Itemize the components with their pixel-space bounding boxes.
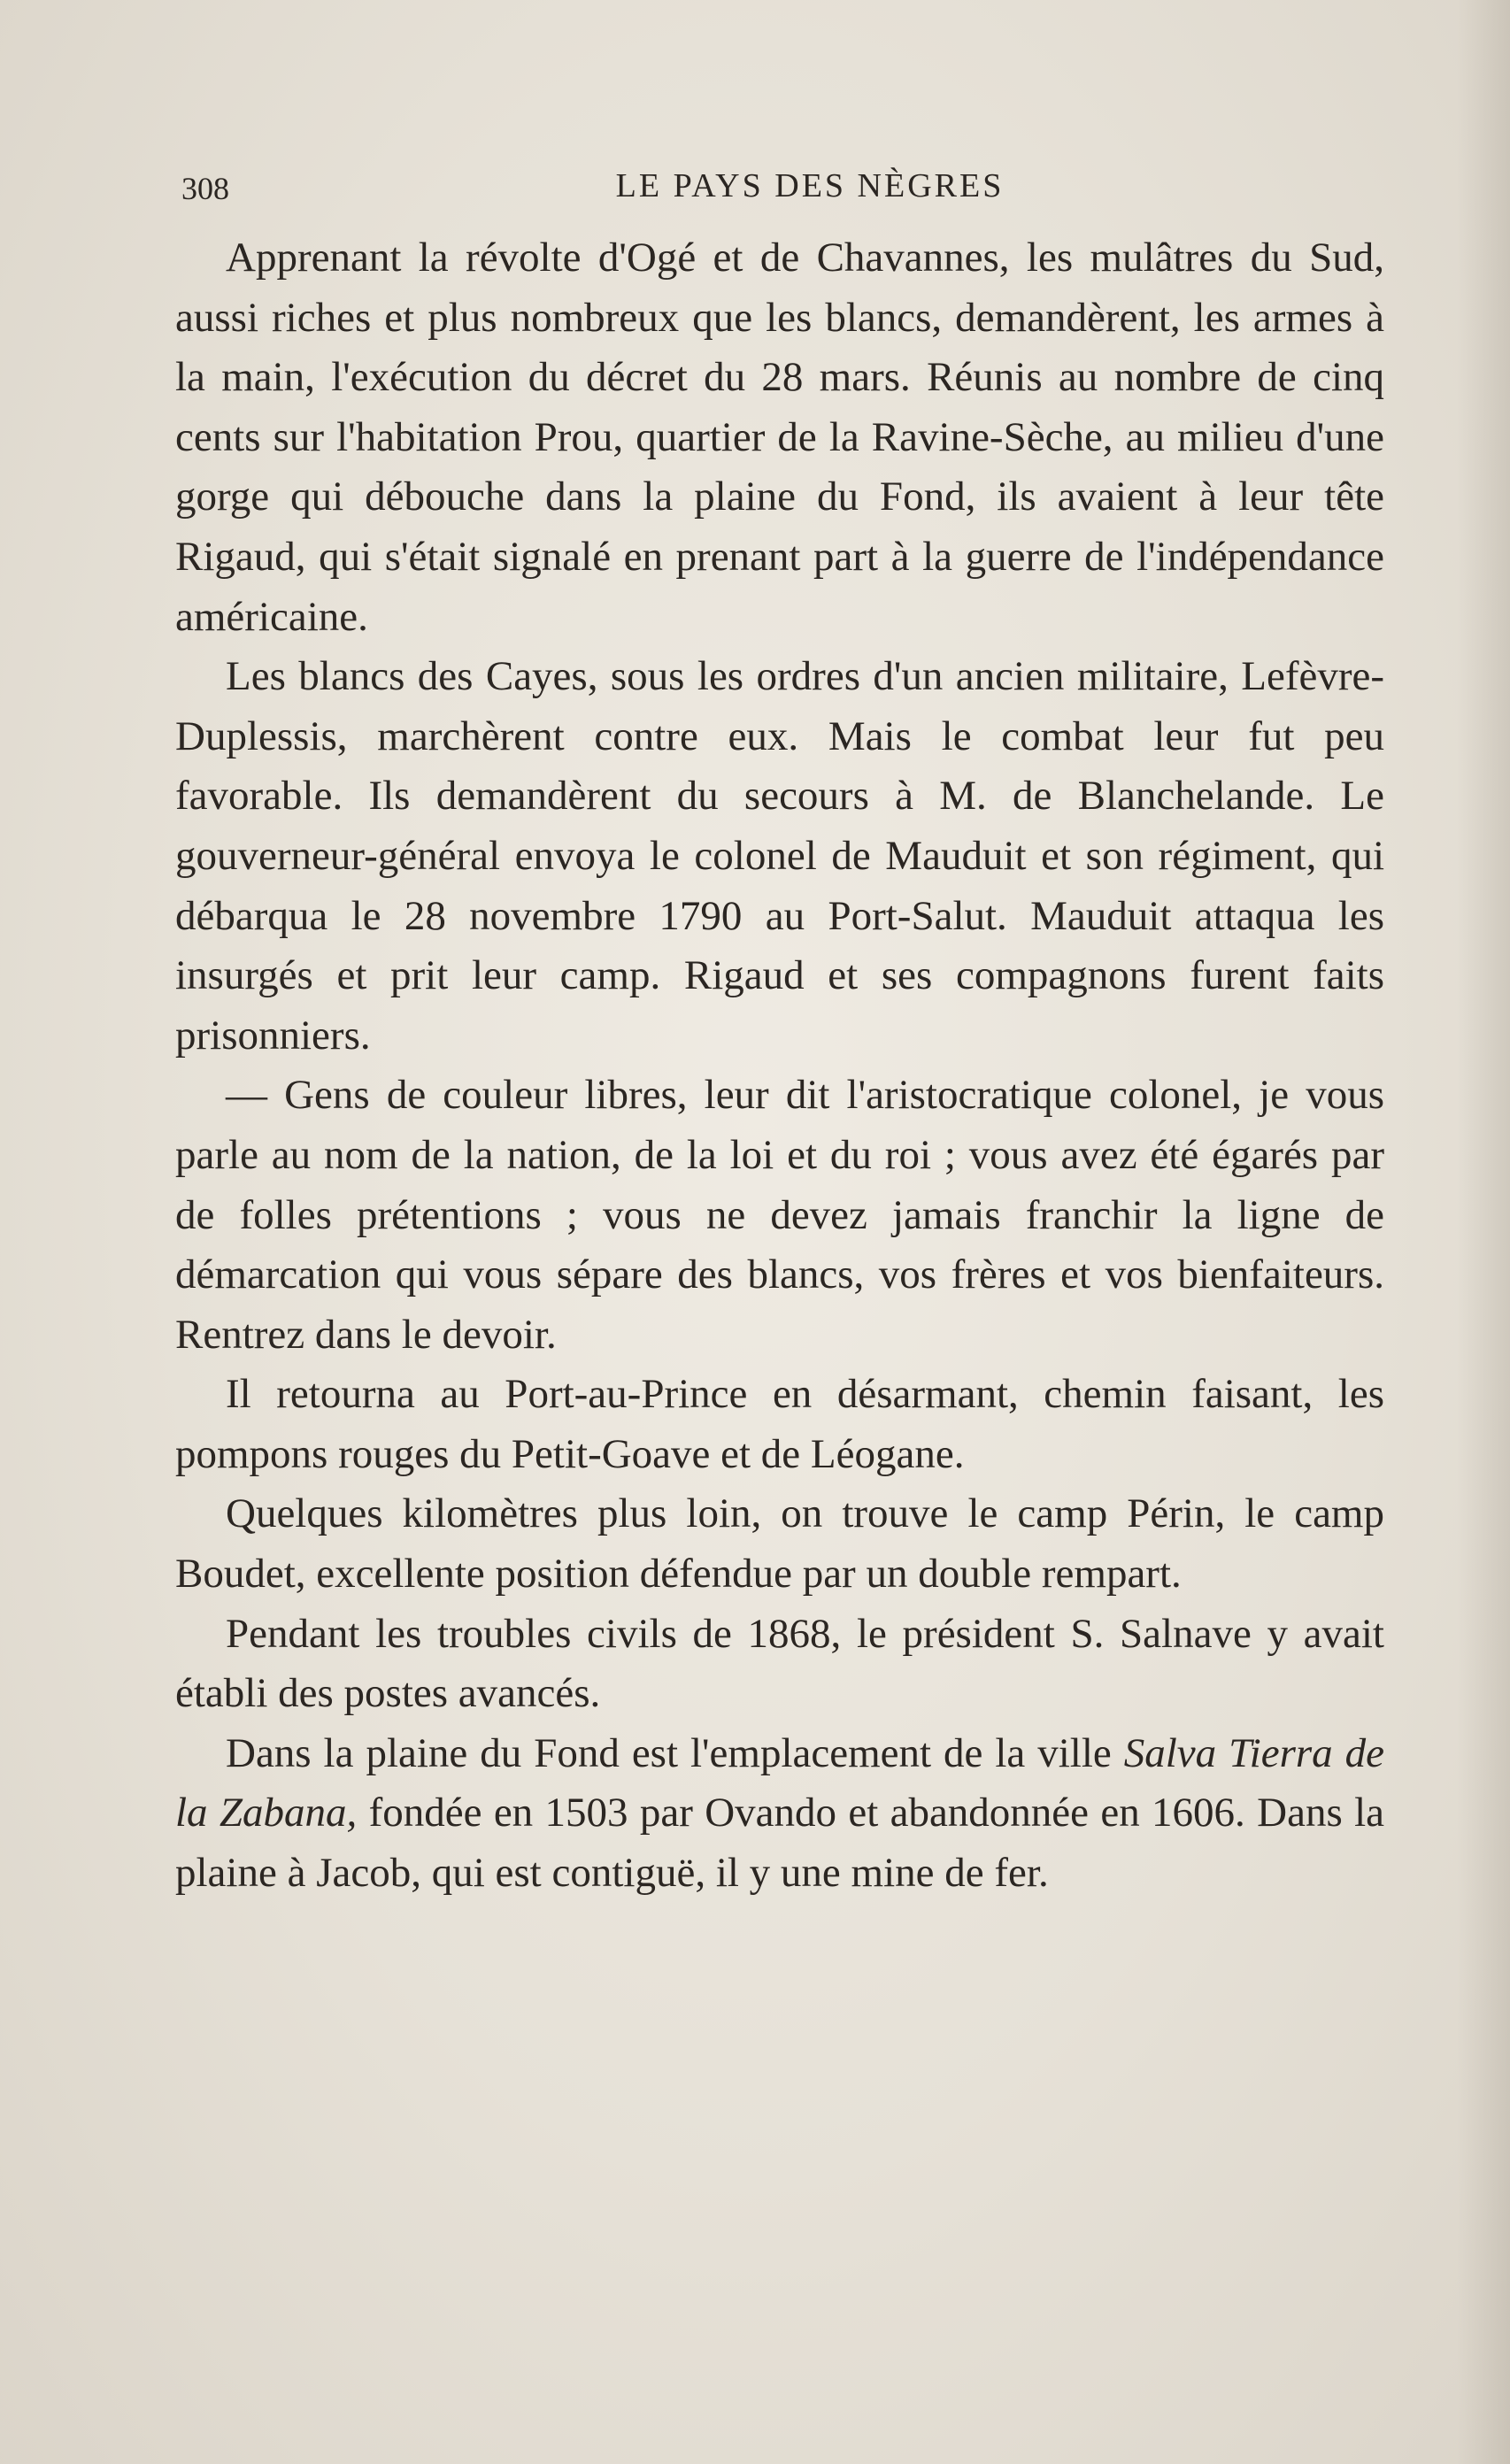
paragraph-return: Il retourna au Port-au-Prince en désarmant, chemin faisant, les pompons rouges du Petit-Goave et de Léogane. (175, 1371, 1384, 1477)
body-text (175, 228, 1384, 1904)
paragraph-camps: Quelques kilomètres plus loin, on trouve le camp Périn, le camp Boudet, excellente position défendue par un double rempart. (175, 1490, 1384, 1598)
paragraph-revolt: Apprenant la révolte d'Ogé et de Chavannes, les mulâtres du Sud, aussi riches et plus nombreux que les blancs, demandèrent, les armes à la main, l'exécution du décret du 28 mars. Réunis au nombre de cinq cents sur l'habitation Prou, quartier de la Ravine-Sèche, au milieu d'une gorge qui débouche dans la plaine du Fond, ils avaient à leur tête Rigaud, qui s'était signalé en prenant part à la guerre de l'indépendance américaine. (175, 235, 1384, 640)
plaine-text-before: Dans la plaine du Fond est l'emplacement de la ville (226, 1729, 1124, 1776)
town-name-italic: Salva Tierra de la Zabana, (175, 1729, 1385, 1836)
page-header (181, 159, 1385, 212)
paragraph-speech: — Gens de couleur libres, leur dit l'aristocratique colonel, je vous parle au nom de la nation, de la loi et du roi ; vous avez été égarés par de folles prétentions ; vous ne devez jamais franchir la ligne de démarcation qui vous sépare des blancs, vos frères et vos bienfaiteurs. Rentrez dans le devoir. (175, 1072, 1384, 1358)
page-edge-shadow (1457, 0, 1510, 2464)
page-number: 308 (181, 171, 229, 206)
plaine-text-after: fondée en 1503 par Ovando et abandonnée en 1606. Dans la plaine à Jacob, qui est contiguë, il y une mine de fer. (175, 1790, 1384, 1897)
running-title: LE PAYS DES NÈGRES (615, 167, 1005, 204)
paragraph-troubles: Pendant les troubles civils de 1868, le président S. Salnave y avait établi des postes avancés. (175, 1610, 1384, 1717)
paragraph-plaine (175, 1724, 1384, 1904)
paragraph-cayes: Les blancs des Cayes, sous les ordres d'un ancien militaire, Lefèvre-Duplessis, marchèrent contre eux. Mais le combat leur fut peu favorable. Ils demandèrent du secours à M. de Blanchelande. Le gouverneur-général envoya le colonel de Mauduit et son régiment, qui débarqua le 28 novembre 1790 au Port-Salut. Mauduit attaqua les insurgés et prit leur camp. Rigaud et ses compagnons furent faits prisonniers. (175, 653, 1384, 1059)
